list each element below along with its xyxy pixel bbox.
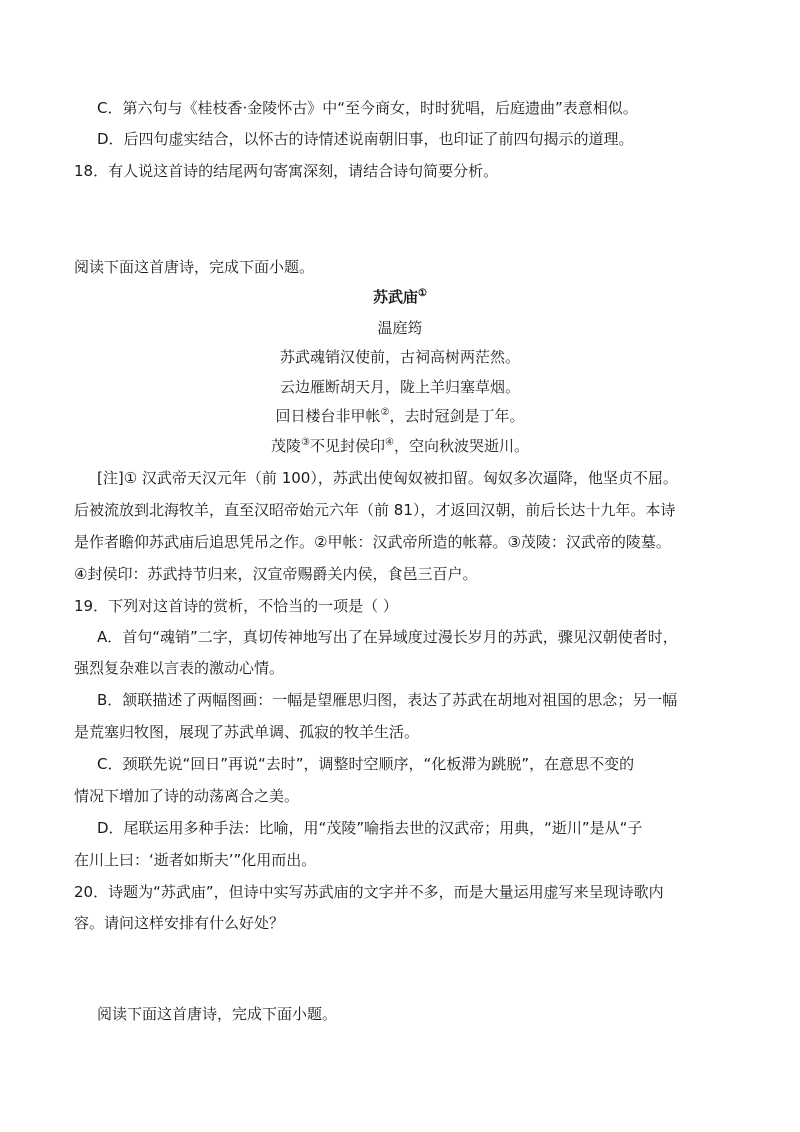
poem-line-4-part-b: 不见封侯印	[309, 437, 385, 455]
q19-option-d-line-2: 在川上曰：‘逝者如斯夫’”化用而出。	[74, 851, 317, 869]
footnote-mark: ③	[301, 437, 310, 448]
poem-author: 温庭筠	[377, 319, 423, 337]
q17-option-c: C．第六句与《桂枝香·金陵怀古》中“至今商女，时时犹唱，后庭遗曲”表意相似。	[97, 99, 638, 117]
footnote-mark: ②	[380, 407, 390, 418]
poem-line-4-part-c: ，空向秋波哭逝川。	[393, 437, 529, 455]
q19-option-c-line-1: C．颈联先说“回日”再说“去时”，调整时空顺序，“化板滞为跳脱”，在意思不变的	[97, 755, 635, 773]
notes-line-1: [注]① 汉武帝天汉元年（前 100），苏武出使匈奴被扣留。匈奴多次逼降，他坚贞不屈。	[97, 469, 678, 487]
notes-line-2: 后被流放到北海牧羊，直至汉昭帝始元六年（前 81），才返回汉朝，前后长达十九年。本诗	[74, 501, 676, 519]
q19-option-a-line-2: 强烈复杂难以言表的激动心情。	[74, 659, 285, 677]
q19-option-a-line-1: A．首句“魂销”二字，真切传神地写出了在异域度过漫长岁月的苏武，骤见汉朝使者时，	[97, 628, 678, 646]
reading-instruction: 阅读下面这首唐诗，完成下面小题。	[74, 258, 315, 276]
q18-question: 18．有人说这首诗的结尾两句寄寓深刻，请结合诗句简要分析。	[74, 162, 499, 180]
poem-title-text: 苏武庙	[373, 288, 419, 306]
poem-line-1: 苏武魂销汉使前，古祠高树两茫然。	[279, 348, 520, 366]
poem-title	[0, 286, 800, 308]
q19-option-b-line-2: 是荒塞归牧图，展现了苏武单调、孤寂的牧羊生活。	[74, 723, 420, 741]
poem-line-2: 云边雁断胡天月，陇上羊归塞草烟。	[279, 378, 520, 396]
reading-instruction-2: 阅读下面这首唐诗，完成下面小题。	[97, 1005, 338, 1023]
poem-line-3	[0, 405, 800, 427]
notes-line-3: 是作者瞻仰苏武庙后追思凭吊之作。②甲帐：汉武帝所造的帐幕。③茂陵：汉武帝的陵墓。	[74, 533, 671, 551]
q19-option-d-line-1: D．尾联运用多种手法：比喻，用“茂陵”喻指去世的汉武帝；用典，“逝川”是从“子	[97, 819, 643, 837]
poem-line-3-part-a: 回日楼台非甲帐	[275, 407, 381, 425]
notes-line-4: ④封侯印：苏武持节归来，汉宣帝赐爵关内侯，食邑三百户。	[74, 565, 478, 583]
q19-option-b-line-1: B．颔联描述了两幅图画：一幅是望雁思归图，表达了苏武在胡地对祖国的思念；另一幅	[97, 691, 678, 709]
q19-option-c-line-2: 情况下增加了诗的动荡离合之美。	[74, 787, 300, 805]
q17-option-d: D．后四句虚实结合，以怀古的诗情述说南朝旧事，也印证了前四句揭示的道理。	[97, 130, 634, 148]
q19-stem: 19．下列对这首诗的赏析，不恰当的一项是（ ）	[74, 597, 398, 615]
poem-line-4-part-a: 茂陵	[271, 437, 302, 455]
q20-line-1: 20．诗题为“苏武庙”，但诗中实写苏武庙的文字并不多，而是大量运用虚写来呈现诗歌内	[74, 883, 664, 901]
poem-line-4	[0, 435, 800, 457]
poem-line-3-part-b: ，去时冠剑是丁年。	[389, 407, 525, 425]
footnote-mark: ④	[385, 437, 394, 448]
q20-line-2: 容。请问这样安排有什么好处？	[74, 914, 285, 932]
footnote-mark: ①	[418, 288, 427, 299]
